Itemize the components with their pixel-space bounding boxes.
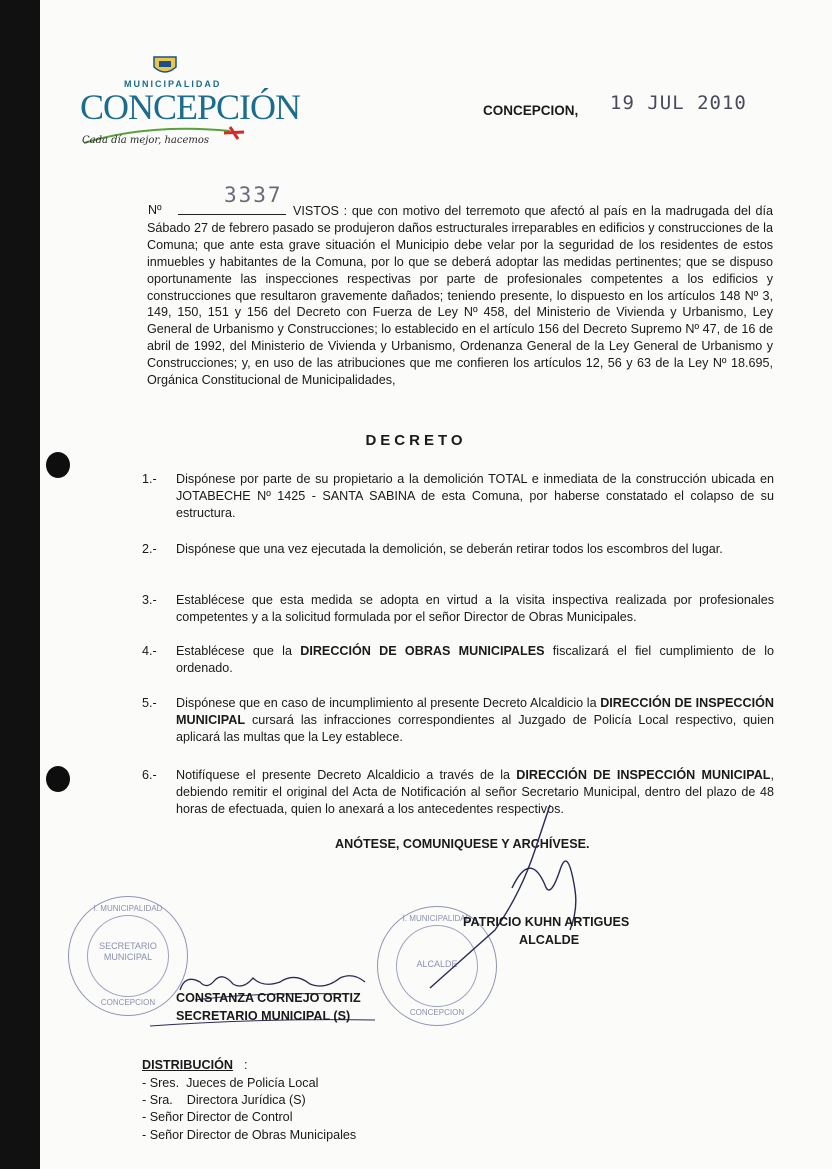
- distribution-item: - Sres. Jueces de Policía Local: [142, 1076, 319, 1090]
- coat-of-arms-icon: [150, 55, 180, 77]
- item-text-bold: DIRECCIÓN DE OBRAS MUNICIPALES: [300, 644, 545, 658]
- alcalde-title: ALCALDE: [519, 933, 580, 947]
- decree-item: [142, 471, 774, 522]
- seal-bottom-text: CONCEPCION: [409, 1008, 465, 1017]
- logo-tagline: Cada día mejor, hacemos: [82, 135, 210, 146]
- item-text: [176, 592, 774, 626]
- decree-number-label: Nº: [148, 203, 162, 217]
- logo-top-text: MUNICIPALIDAD: [124, 79, 222, 89]
- seal-center-text: SECRETARIO MUNICIPAL: [99, 941, 157, 962]
- municipality-logo: [80, 55, 301, 155]
- vistos-paragraph: VISTOS : que con motivo del terremoto que afectó al país en la madrugada del día Sábado 27 de febrero pasado se produjeron daños estructurales irreparables en edificios y construcciones de la Comuna; que ante esta grave situación el Municipio debe velar por la seguridad de los residentes de estos inmuebles y habitantes de la Comuna, por lo que se deberá adoptar las medidas pertinentes; que se dispuso oportunamente las inspecciones respectivas por parte de profesionales competentes a los edificios y construcciones que resultaron gravemente dañados; teniendo presente, lo dispuesto en los artículos 148 Nº 3, 149, 150, 151 y 156 del Decreto con Fuerza de Ley Nº 458, del Ministerio de Vivienda y Urbanismo, Ley General de Urbanismo y Construcciones; lo establecido en el artículo 156 del Decreto Supremo Nº 47, de 16 de abril de 1992, del Ministerio de Vivienda y Urbanismo, Ordenanza General de la Ley General de Urbanismo y Construcciones; y, en uso de las atribuciones que me confieren los artículos 12, 56 y 63 de la Ley Nº 18.695, Orgánica Constitucional de Municipalidades,: [147, 204, 773, 388]
- distribution-item: - Sra. Directora Jurídica (S): [142, 1093, 306, 1108]
- seal-top-text: I. MUNICIPALIDAD: [93, 904, 163, 913]
- date-stamp: 19 JUL 2010: [610, 92, 747, 114]
- seal-bottom-text: CONCEPCION: [100, 998, 156, 1007]
- item-text: [176, 471, 774, 522]
- decree-number-stamp: 3337: [224, 183, 283, 207]
- item-text-segment: , debiendo remitir el original del Acta de Notificación al señor Secretario Municipal, dentro del plazo de 48 horas de efectuada, quien lo anexará a los antecedentes respectivos.: [176, 768, 775, 816]
- item-text-segment: Dispónese que en caso de incumplimiento al presente Decreto Alcaldicio la: [176, 696, 601, 710]
- decree-item: [142, 541, 774, 558]
- item-text-segment: fiscalizará el fiel cumplimiento de lo ordenado.: [176, 644, 775, 675]
- item-text-segment: cursará las infracciones correspondientes al Juzgado de Policía Local respectivo, quien aplicará las multas que la Ley establece.: [176, 713, 774, 744]
- place: CONCEPCION,: [483, 103, 579, 118]
- item-number: 1.-: [142, 472, 157, 486]
- item-number: 5.-: [142, 696, 157, 710]
- decree-item: [142, 643, 774, 677]
- seal-top-text: I. MUNICIPALIDAD: [402, 914, 472, 923]
- alcalde-name: PATRICIO KUHN ARTIGUES: [463, 915, 630, 929]
- punch-hole: [46, 452, 70, 478]
- secretaria-name: CONSTANZA CORNEJO ORTIZ: [176, 991, 361, 1005]
- item-text-segment: Notifíquese el presente Decreto Alcaldicio a través de la: [176, 768, 517, 782]
- punch-hole: [46, 766, 70, 792]
- decree-item: [142, 695, 774, 746]
- item-text-segment: Establécese que esta medida se adopta en virtud a la visita inspectiva realizada por profesionales competentes y a la solicitud formulada por el señor Director de Obras Municipales.: [176, 593, 774, 624]
- item-text-segment: Establécese que la: [176, 644, 301, 658]
- item-text-segment: Dispónese que una vez ejecutada la demolición, se deberán retirar todos los escombros del lugar.: [176, 542, 723, 556]
- distribution-item: - Señor Director de Control: [142, 1110, 293, 1125]
- closing-formula: ANÓTESE, COMUNIQUESE Y ARCHÍVESE.: [335, 837, 590, 851]
- item-text: [176, 643, 774, 677]
- scan-left-edge: [0, 0, 40, 1169]
- logo-name: CONCEPCIÓN: [80, 87, 301, 127]
- item-number: 2.-: [142, 542, 157, 556]
- item-text-segment: Dispónese por parte de su propietario a la demolición TOTAL e inmediata de la construcción ubicada en JOTABECHE Nº 1425 - SANTA SABINA de esta Comuna, por haberse constatado el colapso de su estructura.: [176, 472, 774, 520]
- secretaria-title: SECRETARIO MUNICIPAL (S): [176, 1009, 351, 1023]
- item-text-bold: DIRECCIÓN DE INSPECCIÓN MUNICIPAL: [516, 768, 771, 782]
- item-text-bold: DIRECCIÓN DE INSPECCIÓN MUNICIPAL: [176, 696, 774, 727]
- decree-item: [142, 592, 774, 626]
- item-text: [176, 541, 774, 558]
- item-number: 4.-: [142, 644, 157, 658]
- distribution-list: [142, 1075, 356, 1144]
- seal-center-text: ALCALDE: [416, 959, 458, 969]
- alcalde-signature: [400, 800, 600, 990]
- item-number: 3.-: [142, 593, 157, 607]
- decreto-title: DECRETO: [365, 432, 467, 449]
- distribution-item: - Señor Director de Obras Municipales: [142, 1127, 357, 1142]
- item-text: [176, 695, 774, 746]
- distribution-colon: :: [244, 1058, 248, 1072]
- item-number: 6.-: [142, 768, 157, 782]
- distribution-title: DISTRIBUCIÓN: [142, 1058, 233, 1072]
